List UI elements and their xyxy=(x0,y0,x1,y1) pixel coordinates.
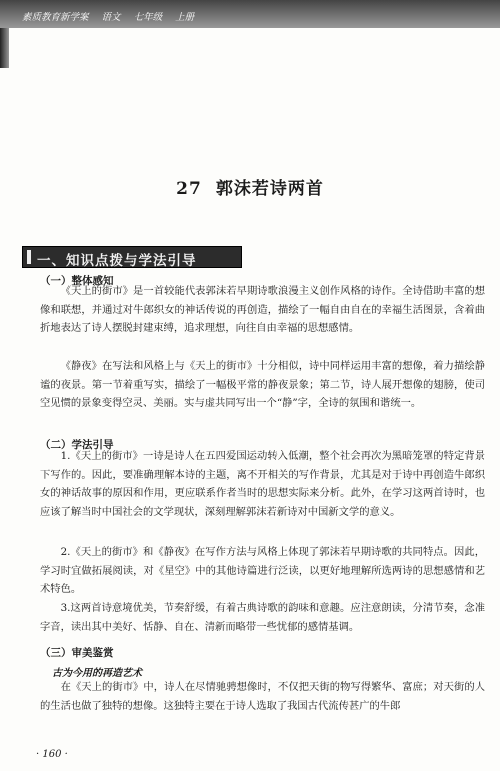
part-heading-appreciation: （三）审美鉴赏 xyxy=(40,647,114,659)
part-heading-overview: （一）整体感知 xyxy=(40,275,114,287)
paragraph: 《天上的街市》是一首较能代表郭沫若早期诗歌浪漫主义创作风格的诗作。全诗借助丰富的想像和联想，并通过对牛郎织女的神话传说的再创造，描绘了一幅自由自在的幸福生活图景，含着曲折地表达了诗人摆脱封建束缚，追求理想，向往自由幸福的思想感情。 xyxy=(40,285,485,335)
header-subject: 语文 xyxy=(101,12,121,23)
paragraph: 在《天上的街市》中，诗人在尽情驰骋想像时，不仅把天街的物写得繁华、富庶；对天街的人的生活也做了独特的想像。这独特主要在于诗人选取了我国古代流传甚广的牛郎 xyxy=(40,681,485,712)
part-heading-method: （二）学法引导 xyxy=(40,439,114,451)
running-header xyxy=(22,9,204,23)
paragraph: 3.这两首诗意境优美，节奏舒缓，有着古典诗歌的韵味和意趣。应注意朗读，分清节奏，念准字音，读出其中美好、恬静、自在、清新而略带一些忧郁的感情基调。 xyxy=(40,602,485,633)
chapter-title xyxy=(0,174,500,199)
paragraph: 2.《天上的街市》和《静夜》在写作方法与风格上体现了郭沫若早期诗歌的共同特点。因此，学习时宜做拓展阅读，对《星空》中的其他诗篇进行泛读，以更好地理解所选两诗的思想感情和艺术特色。 xyxy=(40,546,485,596)
paragraph: 《静夜》在写法和风格上与《天上的街市》十分相似，诗中同样运用丰富的想像，着力描绘静谧的夜景。第一节着重写实，描绘了一幅极平常的静夜景象；第二节，诗人展开想像的翅膀，使司空见惯的景象变得空灵、美丽。实与虚共同写出一个“静”字，全诗的氛围和谐统一。 xyxy=(40,360,485,410)
page-number: · 160 · xyxy=(36,749,68,760)
chapter-number: 27 xyxy=(176,179,202,199)
header-series: 素质教育新学案 xyxy=(22,12,89,23)
subheading-recreation-art: 古为今用的再造艺术 xyxy=(52,668,142,679)
header-volume: 上册 xyxy=(175,12,195,23)
chapter-name: 郭沫若诗两首 xyxy=(215,179,324,199)
section-banner xyxy=(22,246,242,268)
paragraph: 1.《天上的街市》一诗是诗人在五四爱国运动转入低潮，整个社会再次为黑暗笼罩的特定背景下写作的。因此，要准确理解本诗的主题，离不开相关的写作背景，尤其是对于诗中再创造牛郎织女的神话故事的原因和作用，更应联系作者当时的思想实际来分析。此外，在学习这两首诗时，也应该了解当时中国社会的文学现状，深刻理解郭沫若新诗对中国新文学的意义。 xyxy=(40,450,485,518)
header-grade: 七年级 xyxy=(133,12,163,23)
section-title: 一、知识点拨与学法引导 xyxy=(37,253,197,269)
binding-edge-marker xyxy=(0,28,9,68)
